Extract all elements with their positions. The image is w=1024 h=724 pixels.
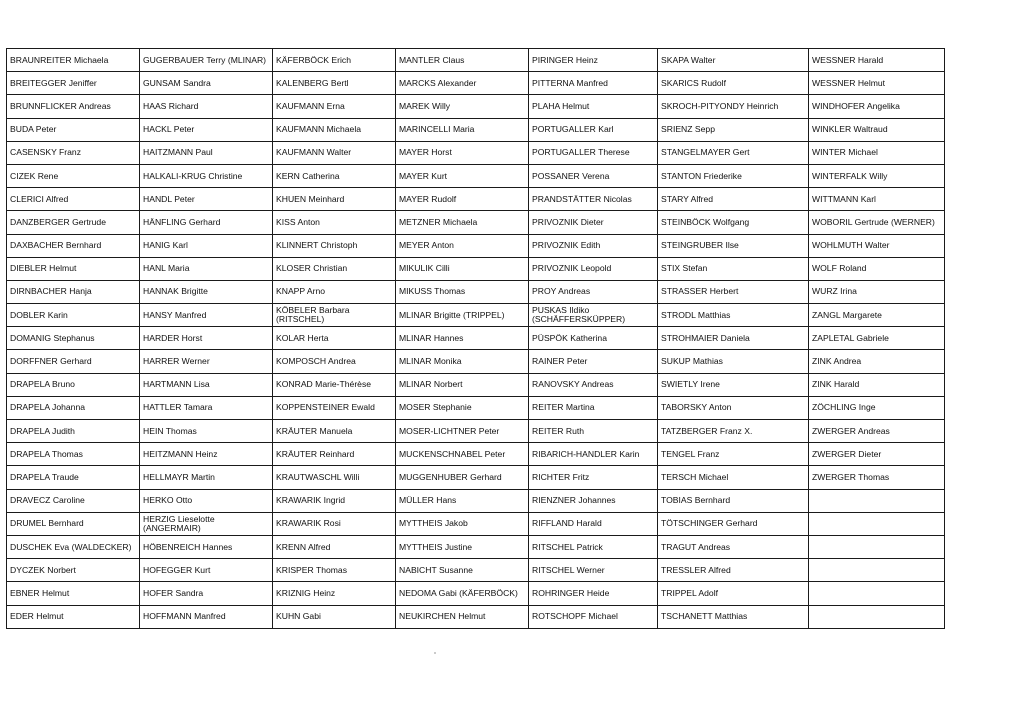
name-cell: DIRNBACHER Hanja bbox=[7, 280, 140, 303]
name-cell: KÄFERBÖCK Erich bbox=[273, 49, 396, 72]
name-cell: ZANGL Margarete bbox=[809, 304, 945, 327]
table-row bbox=[7, 118, 945, 141]
name-cell: BRUNNFLICKER Andreas bbox=[7, 95, 140, 118]
name-cell: KOMPOSCH Andrea bbox=[273, 350, 396, 373]
table-row bbox=[7, 605, 945, 628]
name-cell: RIBARICH-HANDLER Karin bbox=[529, 443, 658, 466]
name-cell: NEDOMA Gabi (KÄFERBÖCK) bbox=[396, 582, 529, 605]
name-cell: STANGELMAYER Gert bbox=[658, 141, 809, 164]
name-cell: KAUFMANN Erna bbox=[273, 95, 396, 118]
name-cell: MEYER Anton bbox=[396, 234, 529, 257]
name-cell: WOHLMUTH Walter bbox=[809, 234, 945, 257]
name-cell: KAUFMANN Walter bbox=[273, 141, 396, 164]
name-cell: EBNER Helmut bbox=[7, 582, 140, 605]
name-cell: KRÄUTER Reinhard bbox=[273, 443, 396, 466]
name-cell: DAXBACHER Bernhard bbox=[7, 234, 140, 257]
name-cell: MAREK Willy bbox=[396, 95, 529, 118]
name-cell: MLINAR Hannes bbox=[396, 327, 529, 350]
name-cell: POSSANER Verena bbox=[529, 164, 658, 187]
name-cell: SRIENZ Sepp bbox=[658, 118, 809, 141]
name-cell: MUCKENSCHNABEL Peter bbox=[396, 443, 529, 466]
name-cell: BUDA Peter bbox=[7, 118, 140, 141]
name-cell: HALKALI-KRUG Christine bbox=[140, 164, 273, 187]
name-cell: KERN Catherina bbox=[273, 164, 396, 187]
name-cell bbox=[809, 582, 945, 605]
name-cell: KLINNERT Christoph bbox=[273, 234, 396, 257]
table-row bbox=[7, 443, 945, 466]
name-cell: WITTMANN Karl bbox=[809, 188, 945, 211]
name-cell: HARRER Werner bbox=[140, 350, 273, 373]
name-cell: RIENZNER Johannes bbox=[529, 489, 658, 512]
name-cell: KRIZNIG Heinz bbox=[273, 582, 396, 605]
name-cell: TRESSLER Alfred bbox=[658, 559, 809, 582]
name-cell: KLOSER Christian bbox=[273, 257, 396, 280]
name-cell: STEINBÖCK Wolfgang bbox=[658, 211, 809, 234]
name-cell: HANIG Karl bbox=[140, 234, 273, 257]
name-cell: TRAGUT Andreas bbox=[658, 535, 809, 558]
name-cell: HAITZMANN Paul bbox=[140, 141, 273, 164]
name-cell: STRODL Matthias bbox=[658, 304, 809, 327]
name-cell: KÖBELER Barbara (RITSCHEL) bbox=[273, 304, 396, 327]
name-cell: PÜSPÖK Katherina bbox=[529, 327, 658, 350]
name-cell: TATZBERGER Franz X. bbox=[658, 420, 809, 443]
name-cell: WINKLER Waltraud bbox=[809, 118, 945, 141]
name-cell: HACKL Peter bbox=[140, 118, 273, 141]
table-row bbox=[7, 211, 945, 234]
name-cell: PORTUGALLER Therese bbox=[529, 141, 658, 164]
name-cell: HÖBENREICH Hannes bbox=[140, 535, 273, 558]
name-cell: DRAVECZ Caroline bbox=[7, 489, 140, 512]
name-cell: ROTSCHOPF Michael bbox=[529, 605, 658, 628]
name-cell: KRISPER Thomas bbox=[273, 559, 396, 582]
name-cell: KOPPENSTEINER Ewald bbox=[273, 396, 396, 419]
name-cell: MLINAR Brigitte (TRIPPEL) bbox=[396, 304, 529, 327]
name-cell: EDER Helmut bbox=[7, 605, 140, 628]
name-cell: PRIVOZNIK Dieter bbox=[529, 211, 658, 234]
table-row bbox=[7, 535, 945, 558]
table-row bbox=[7, 350, 945, 373]
name-cell: KRAWARIK Rosi bbox=[273, 512, 396, 535]
table-row bbox=[7, 141, 945, 164]
name-cell: ZAPLETAL Gabriele bbox=[809, 327, 945, 350]
name-cell: ZÖCHLING Inge bbox=[809, 396, 945, 419]
name-cell: ZWERGER Thomas bbox=[809, 466, 945, 489]
name-cell: CLERICI Alfred bbox=[7, 188, 140, 211]
name-cell: STARY Alfred bbox=[658, 188, 809, 211]
name-cell: SUKUP Mathias bbox=[658, 350, 809, 373]
table-row bbox=[7, 49, 945, 72]
name-cell: MLINAR Norbert bbox=[396, 373, 529, 396]
name-cell: RIFFLAND Harald bbox=[529, 512, 658, 535]
name-cell: MUGGENHUBER Gerhard bbox=[396, 466, 529, 489]
name-cell: ZINK Andrea bbox=[809, 350, 945, 373]
name-cell: MAYER Rudolf bbox=[396, 188, 529, 211]
name-cell: HANNAK Brigitte bbox=[140, 280, 273, 303]
name-cell: RANOVSKY Andreas bbox=[529, 373, 658, 396]
name-cell: PRANDSTÄTTER Nicolas bbox=[529, 188, 658, 211]
name-cell: REITER Martina bbox=[529, 396, 658, 419]
name-cell: RICHTER Fritz bbox=[529, 466, 658, 489]
name-cell: DORFFNER Gerhard bbox=[7, 350, 140, 373]
name-cell: RITSCHEL Werner bbox=[529, 559, 658, 582]
name-cell: WINTERFALK Willy bbox=[809, 164, 945, 187]
name-cell: PRIVOZNIK Leopold bbox=[529, 257, 658, 280]
name-cell: GUGERBAUER Terry (MLINAR) bbox=[140, 49, 273, 72]
name-cell: KRÄUTER Manuela bbox=[273, 420, 396, 443]
name-cell: HANDL Peter bbox=[140, 188, 273, 211]
table-row bbox=[7, 280, 945, 303]
name-cell: DUSCHEK Eva (WALDECKER) bbox=[7, 535, 140, 558]
name-cell: WINTER Michael bbox=[809, 141, 945, 164]
name-cell: KISS Anton bbox=[273, 211, 396, 234]
name-cell: KUHN Gabi bbox=[273, 605, 396, 628]
name-cell: REITER Ruth bbox=[529, 420, 658, 443]
name-cell: HÄNFLING Gerhard bbox=[140, 211, 273, 234]
name-cell: NABICHT Susanne bbox=[396, 559, 529, 582]
name-cell: WOBORIL Gertrude (WERNER) bbox=[809, 211, 945, 234]
name-cell: SKAPA Walter bbox=[658, 49, 809, 72]
name-cell: MYTTHEIS Justine bbox=[396, 535, 529, 558]
name-cell: RITSCHEL Patrick bbox=[529, 535, 658, 558]
name-cell: WESSNER Helmut bbox=[809, 72, 945, 95]
name-cell: HARDER Horst bbox=[140, 327, 273, 350]
name-cell: MÜLLER Hans bbox=[396, 489, 529, 512]
name-cell: ZWERGER Andreas bbox=[809, 420, 945, 443]
name-cell: PLAHA Helmut bbox=[529, 95, 658, 118]
name-cell: DRAPELA Johanna bbox=[7, 396, 140, 419]
table-row bbox=[7, 512, 945, 535]
name-cell: MANTLER Claus bbox=[396, 49, 529, 72]
name-cell: STEINGRUBER Ilse bbox=[658, 234, 809, 257]
name-cell: KRAUTWASCHL Willi bbox=[273, 466, 396, 489]
name-cell: WOLF Roland bbox=[809, 257, 945, 280]
name-cell: SKARICS Rudolf bbox=[658, 72, 809, 95]
name-cell: ZWERGER Dieter bbox=[809, 443, 945, 466]
name-cell: HEITZMANN Heinz bbox=[140, 443, 273, 466]
table-row bbox=[7, 95, 945, 118]
table-row bbox=[7, 420, 945, 443]
table-row bbox=[7, 373, 945, 396]
name-cell: KALENBERG Bertl bbox=[273, 72, 396, 95]
table-row bbox=[7, 234, 945, 257]
name-cell bbox=[809, 535, 945, 558]
name-cell: PROY Andreas bbox=[529, 280, 658, 303]
name-cell: TRIPPEL Adolf bbox=[658, 582, 809, 605]
name-cell: DRUMEL Bernhard bbox=[7, 512, 140, 535]
name-cell: MARINCELLI Maria bbox=[396, 118, 529, 141]
name-cell: HEIN Thomas bbox=[140, 420, 273, 443]
name-cell: TERSCH Michael bbox=[658, 466, 809, 489]
name-cell: DOBLER Karin bbox=[7, 304, 140, 327]
name-cell: STANTON Friederike bbox=[658, 164, 809, 187]
name-cell: TSCHANETT Matthias bbox=[658, 605, 809, 628]
table-row bbox=[7, 489, 945, 512]
name-cell: STRASSER Herbert bbox=[658, 280, 809, 303]
name-cell: MOSER Stephanie bbox=[396, 396, 529, 419]
names-table bbox=[6, 48, 945, 629]
table-row bbox=[7, 559, 945, 582]
name-cell: HOFEGGER Kurt bbox=[140, 559, 273, 582]
name-cell: GUNSAM Sandra bbox=[140, 72, 273, 95]
name-cell: KRAWARIK Ingrid bbox=[273, 489, 396, 512]
name-cell: HANL Maria bbox=[140, 257, 273, 280]
name-cell: HATTLER Tamara bbox=[140, 396, 273, 419]
name-cell: KNAPP Arno bbox=[273, 280, 396, 303]
name-cell: MYTTHEIS Jakob bbox=[396, 512, 529, 535]
name-cell: HELLMAYR Martin bbox=[140, 466, 273, 489]
name-cell: MARCKS Alexander bbox=[396, 72, 529, 95]
scan-speck bbox=[434, 652, 436, 654]
name-cell: BRAUNREITER Michaela bbox=[7, 49, 140, 72]
name-cell bbox=[809, 605, 945, 628]
table-row bbox=[7, 188, 945, 211]
table-row bbox=[7, 164, 945, 187]
name-cell: HERKO Otto bbox=[140, 489, 273, 512]
name-cell: MOSER-LICHTNER Peter bbox=[396, 420, 529, 443]
name-cell: DOMANIG Stephanus bbox=[7, 327, 140, 350]
name-cell bbox=[809, 559, 945, 582]
name-cell: DRAPELA Judith bbox=[7, 420, 140, 443]
name-cell: STROHMAIER Daniela bbox=[658, 327, 809, 350]
table-row bbox=[7, 582, 945, 605]
name-cell: HAAS Richard bbox=[140, 95, 273, 118]
name-cell bbox=[809, 489, 945, 512]
name-cell: DIEBLER Helmut bbox=[7, 257, 140, 280]
name-cell: CIZEK Rene bbox=[7, 164, 140, 187]
name-cell: PITTERNA Manfred bbox=[529, 72, 658, 95]
table-row bbox=[7, 396, 945, 419]
name-cell: SWIETLY Irene bbox=[658, 373, 809, 396]
name-cell: STIX Stefan bbox=[658, 257, 809, 280]
name-cell: ROHRINGER Heide bbox=[529, 582, 658, 605]
name-cell: HANSY Manfred bbox=[140, 304, 273, 327]
name-cell: MAYER Kurt bbox=[396, 164, 529, 187]
table-row bbox=[7, 257, 945, 280]
name-cell: KONRAD Marie-Thérèse bbox=[273, 373, 396, 396]
name-cell: HERZIG Lieselotte (ANGERMAIR) bbox=[140, 512, 273, 535]
name-cell: SKROCH-PITYONDY Heinrich bbox=[658, 95, 809, 118]
name-cell: KOLAR Herta bbox=[273, 327, 396, 350]
name-cell: DRAPELA Thomas bbox=[7, 443, 140, 466]
name-cell: PRIVOZNIK Edith bbox=[529, 234, 658, 257]
table-row bbox=[7, 304, 945, 327]
name-cell: WURZ Irina bbox=[809, 280, 945, 303]
name-cell: KHUEN Meinhard bbox=[273, 188, 396, 211]
name-cell: KAUFMANN Michaela bbox=[273, 118, 396, 141]
table-row bbox=[7, 327, 945, 350]
name-cell: NEUKIRCHEN Helmut bbox=[396, 605, 529, 628]
name-cell: TABORSKY Anton bbox=[658, 396, 809, 419]
name-cell: WESSNER Harald bbox=[809, 49, 945, 72]
name-cell: PORTUGALLER Karl bbox=[529, 118, 658, 141]
name-cell: TENGEL Franz bbox=[658, 443, 809, 466]
name-cell: RAINER Peter bbox=[529, 350, 658, 373]
table-row bbox=[7, 466, 945, 489]
table-row bbox=[7, 72, 945, 95]
name-cell bbox=[809, 512, 945, 535]
name-cell: MIKUSS Thomas bbox=[396, 280, 529, 303]
name-cell: KRENN Alfred bbox=[273, 535, 396, 558]
name-cell: MLINAR Monika bbox=[396, 350, 529, 373]
name-cell: METZNER Michaela bbox=[396, 211, 529, 234]
name-cell: HARTMANN Lisa bbox=[140, 373, 273, 396]
name-cell: DRAPELA Traude bbox=[7, 466, 140, 489]
name-cell: MAYER Horst bbox=[396, 141, 529, 164]
name-cell: HOFER Sandra bbox=[140, 582, 273, 605]
name-cell: TOBIAS Bernhard bbox=[658, 489, 809, 512]
name-cell: BREITEGGER Jeniffer bbox=[7, 72, 140, 95]
name-cell: TÖTSCHINGER Gerhard bbox=[658, 512, 809, 535]
name-cell: CASENSKY Franz bbox=[7, 141, 140, 164]
name-cell: MIKULIK Cilli bbox=[396, 257, 529, 280]
name-cell: HOFFMANN Manfred bbox=[140, 605, 273, 628]
name-cell: PUSKAS Ildiko (SCHÄFFERSKÜPPER) bbox=[529, 304, 658, 327]
name-cell: DYCZEK Norbert bbox=[7, 559, 140, 582]
name-cell: PIRINGER Heinz bbox=[529, 49, 658, 72]
name-cell: DANZBERGER Gertrude bbox=[7, 211, 140, 234]
name-cell: WINDHOFER Angelika bbox=[809, 95, 945, 118]
name-cell: ZINK Harald bbox=[809, 373, 945, 396]
name-cell: DRAPELA Bruno bbox=[7, 373, 140, 396]
names-table-body bbox=[7, 49, 945, 629]
